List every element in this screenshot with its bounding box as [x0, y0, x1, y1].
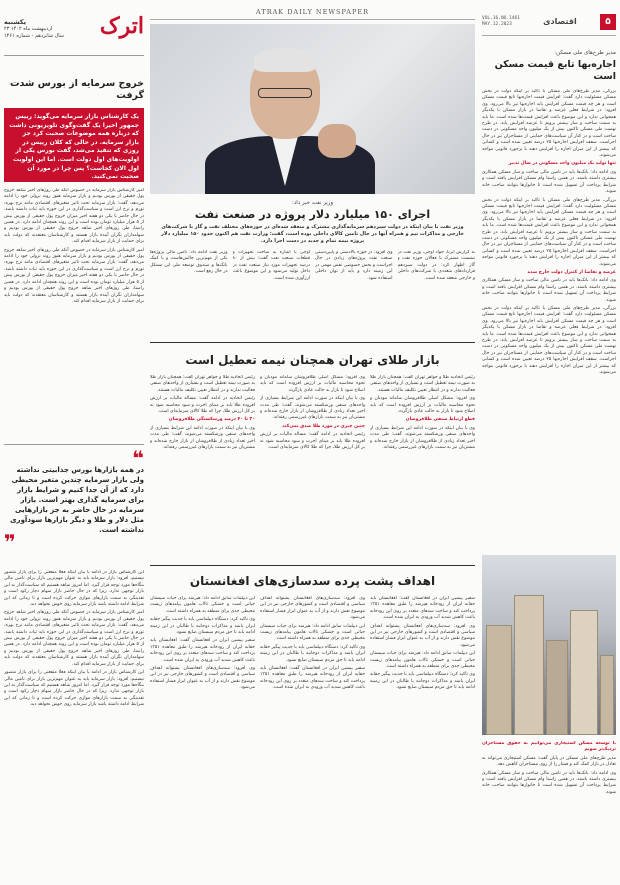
left-paragraph: امیر کارشناس بازار سرمایه در خصوص آنکه طی روزهای اخیر شاهد خروج پول حقیقی از بورس بودیم و بازار سرمایه هنوز روند نزولی خود را ادامه می‌دهد، گفت: بازار سرمایه تحت تاثیر متغیرهای اقتصادی مانند نرخ بهره، تورم و نرخ ارز است و سیاست‌گذاری در این حوزه باید ثبات داشته باشد. در حال حاضر با یکی دو هفته اخیر میزان خروج پول حقیقی از بورس بیش از ۵ هزار میلیارد تومان بوده است و این روند همچنان ادامه دارد. در همین راستا، طی روزهای اخیر شاهد خروج پول حقیقی از بورس بودیم و سهامداران نگران آینده بازار هستند و کارشناسان معتقدند که دولت باید برای حمایت از بازار سرمایه اقدام کند. — [4, 610, 144, 667]
right-column — [482, 8, 616, 880]
story-2-paragraph: وی با بیان اینکه در صورت ادامه این شرایط بسیاری از واحدهای صنفی ورشکسته می‌شوند، گفت: طی مدت اخیر تعداد زیادی از طلافروشان از بازار خارج شده‌اند و مشتریان نیز به سمت بازارهای غیررسمی رفته‌اند. — [260, 396, 365, 421]
story-1-col: اوجی با اشاره به ساخت تجهیزات و قطعات صنعت نفت گفت: بیش از ۸۰ درصد تجهیزات مورد نیاز صنعت نفت در داخل تولید می‌شود و این موضوع باعث ارزآوری شده است. — [232, 250, 310, 281]
story-2-col — [150, 375, 255, 561]
story-3-paragraph: این دیپلمات سابق ادامه داد: هیرمند برای حیات سیستان حیاتی است و خشکی تالاب هامون پیامدهای زیست محیطی جدی برای منطقه به همراه داشته است. — [370, 651, 475, 670]
story-2-paragraph: وی افزود: مشکل اصلی طلافروشان سامانه مودیان و نحوه محاسبه مالیات بر ارزش افزوده است که باید اصلاح شود تا بازار به حالت عادی بازگردد. — [260, 375, 365, 393]
story-3-paragraph: وی تاکید کرد: دستگاه دیپلماسی باید با جدیت پیگیر حقابه ایران باشد و مذاکرات دوجانبه با طالبان در این زمینه ادامه یابد تا حق مردم سیستان ضایع نشود. — [370, 672, 475, 691]
story-1-col: وزیر نفت ادامه داد: تامین مالی پروژه‌ها یکی از مهم‌ترین چالش‌هاست و با کمک بانک‌ها و صندوق توسعه ملی این مشکل در حال رفع است. — [150, 250, 228, 275]
left-column — [4, 8, 144, 880]
left-story-body — [4, 188, 144, 438]
right-story-body — [482, 89, 616, 549]
right-paragraph: وی ادامه داد: بانک‌ها باید در تامین مالی ساخت و ساز مسکن همکاری بیشتری داشته باشند. در همین راستا وام مسکن افزایش یافته است و شرایط پرداخت آن تسهیل شده است تا خانوارها بتوانند صاحب خانه شوند. — [482, 169, 616, 195]
page-folio — [482, 8, 616, 36]
right-kicker: مدیر طرح‌های ملی مسکن: — [554, 50, 616, 56]
story-2-col — [370, 375, 475, 561]
issue-info — [4, 19, 64, 40]
photo-glasses — [258, 88, 312, 98]
left-paragraph: این کارشناس بازار در ادامه با بیان اینکه فعلا منفعتی را برای بازار متصور نیستیم، افزود: بازار سرمایه باید به عنوان مهم‌ترین بازار برای تامین مالی بنگاه‌ها مورد توجه قرار گیرد. اما امروز شاهد هستیم که سیاست‌گذار به این بازار توجهی ندارد. زیرا که در حال حاضر بازار سهام دچار رکود است و نقدینگی به سمت بازارهای موازی حرکت کرده است و تا زمانی که این شرایط ادامه داشته باشد بازار سرمایه روی خوش نخواهد دید. — [4, 570, 144, 608]
left-paragraph: این کارشناس بازار در ادامه با بیان اینکه فعلا منفعتی را برای بازار متصور نیستیم، افزود: بازار سرمایه باید به عنوان مهم‌ترین بازار برای تامین مالی بنگاه‌ها مورد توجه قرار گیرد. اما امروز شاهد هستیم که سیاست‌گذار به این بازار توجهی ندارد. زیرا که در حال حاضر بازار سهام دچار رکود است و نقدینگی به سمت بازارهای موازی حرکت کرده است و تا زمانی که این شرایط ادامه داشته باشد بازار سرمایه روی خوش نخواهد دید. — [4, 670, 144, 708]
story-2-col — [260, 375, 365, 561]
section-divider — [150, 342, 475, 343]
photo-building — [514, 595, 544, 735]
story-2-subhead: چنین چیزی در مورد طلا صدق نمی‌کند — [282, 423, 365, 429]
story-3-columns — [150, 596, 475, 854]
story-1-col: به گزارش ایرنا، جواد اوجی، وزیر نفت در نشست مشترک با فعالان حوزه نفت و گاز اظهار کرد: در دولت سیزدهم قراردادهای متعددی با شرکت‌های داخلی و خارجی منعقد شده است. — [397, 250, 475, 281]
story-1-kicker: وزیر نفت خبر داد: — [291, 200, 334, 206]
right-paragraph: وی ادامه داد: بانک‌ها باید در تامین مالی ساخت و ساز مسکن همکاری بیشتری داشته باشند. در همین راستا وام مسکن افزایش یافته است و شرایط پرداخت آن تسهیل شده است تا خانوارها بتوانند صاحب خانه شوند. — [482, 278, 616, 303]
issue-date: ۲۳ اردیبهشت ماه ۱۴۰۲ — [4, 26, 53, 32]
right-subhead: با توسعه مسکن استیجاری می‌توانیم به حقوق مستاجران نزدیک‌تر شویم — [482, 741, 616, 753]
story-2-paragraph: وی افزود: مشکل اصلی طلافروشان سامانه مودیان و نحوه محاسبه مالیات بر ارزش افزوده است که باید اصلاح شود تا بازار به حالت عادی بازگردد. — [370, 396, 475, 415]
story-2-paragraph: وی با بیان اینکه در صورت ادامه این شرایط بسیاری از واحدهای صنفی ورشکسته می‌شوند، گفت: طی مدت اخیر تعداد زیادی از طلافروشان از بازار خارج شده‌اند و مشتریان نیز به سمت بازارهای غیررسمی رفته‌اند. — [150, 425, 255, 451]
story-2-paragraph: رئیس اتحادیه در ادامه گفت: مساله مالیات بر ارزش افزوده طلا باید بر مبنای اجرت و سود محاسبه شود نه بر کل ارزش طلا، چرا که طلا کالای سرمایه‌ای است. — [260, 432, 365, 451]
story-3-col — [150, 596, 255, 854]
right-subhead: عرضه و تقاضا از کنترل دولت خارج شده — [527, 269, 616, 275]
right-story-body-2 — [482, 741, 616, 881]
story-3-col — [370, 596, 475, 854]
minister-photo — [150, 24, 475, 194]
right-paragraph: مدیر طرح‌های ملی مسکن در پایان گفت: مسکن استیجاری می‌تواند به تعادل در بازار کمک کند و فشار را از روی مستاجران کاهش دهد. — [482, 755, 616, 768]
left-paragraph: امیر کارشناس بازار سرمایه در خصوص آنکه طی روزهای اخیر شاهد خروج پول حقیقی از بورس بودیم و بازار سرمایه هنوز روند نزولی خود را ادامه می‌دهد، گفت: بازار سرمایه تحت تاثیر متغیرهای اقتصادی مانند نرخ بهره، تورم و نرخ ارز است و سیاست‌گذاری در این حوزه باید ثبات داشته باشد. در حال حاضر با یکی دو هفته اخیر میزان خروج پول حقیقی از بورس بیش از ۵ هزار میلیارد تومان بوده است و این روند همچنان ادامه دارد. در همین راستا، طی روزهای اخیر شاهد خروج پول حقیقی از بورس بودیم و سهامداران نگران آینده بازار هستند و کارشناسان معتقدند که دولت باید برای حمایت از بازار سرمایه اقدام کند. — [4, 247, 144, 304]
newspaper-logo — [70, 11, 144, 49]
story-3-paragraph: این دیپلمات سابق ادامه داد: هیرمند برای حیات سیستان حیاتی است و خشکی تالاب هامون پیامدهای زیست محیطی جدی برای منطقه به همراه داشته است. — [150, 596, 255, 614]
center-column — [150, 8, 475, 880]
quote-open-icon: ❝ — [132, 446, 144, 470]
story-2-paragraph: رئیس اتحادیه در ادامه گفت: مساله مالیات بر ارزش افزوده طلا باید بر مبنای اجرت و سود محاسبه شود نه بر کل ارزش طلا، چرا که طلا کالای سرمایه‌ای است. — [150, 396, 255, 415]
story-2-paragraph: وی با بیان اینکه در صورت ادامه این شرایط بسیاری از واحدهای صنفی ورشکسته می‌شوند، گفت: طی مدت اخیر تعداد زیادی از طلافروشان از بازار خارج شده‌اند و مشتریان نیز به سمت بازارهای غیررسمی رفته‌اند. — [370, 425, 475, 451]
story-2-subhead: قطع ارتباط صنفی طلافروشان — [405, 417, 475, 423]
story-3-paragraph: سفیر پیشین ایران در افغانستان گفت: افغانستان باید حقابه ایران از رودخانه هیرمند را طبق معاهده ۱۳۵۱ پرداخت کند و ساخت سدهای متعدد بر روی این رودخانه باعث کاهش شدید آب ورودی به ایران شده است. — [150, 638, 255, 663]
buildings-photo — [482, 555, 616, 735]
logo-text: اترک — [99, 12, 144, 39]
photo-hair — [254, 48, 316, 72]
left-headline: خروج سرمایه از بورس شدت گرفت — [10, 78, 144, 101]
left-lead-box: یک کارشناس بازار سرمایه می‌گوید: رییس جمهور اخیرا یک گفت‌وگوی تلویزیونی داشت که درباره همه موضوعات صحبت کرد جز بازار سرمایه. در حالی که کلان رییس در روزی که تنفیذ می‌شد، گفت بورس یکی از اولویت‌های اول دولت است. اما این اولویت اول الان کجاست؟ پس چرا در مورد آن صحبت نمی‌کنید. — [4, 108, 144, 182]
story-2-columns — [150, 375, 475, 561]
story-2-paragraph: رئیس اتحادیه طلا و جواهر تهران گفت: همچنان بازار طلا به صورت نیمه تعطیل است و بسیاری از واحدهای صنفی فعالیت ندارند و در انتظار تعیین تکلیف مالیات هستند. — [370, 375, 475, 393]
pull-quote — [4, 444, 144, 564]
date-english: MAY.12.2023 — [482, 21, 512, 27]
quote-close-icon: ❞ — [4, 530, 16, 554]
story-1-deck: وزیر نفت با بیان اینکه در دولت سیزدهم سرمایه‌گذاری مشترک و منعقد شده‌ای در حوزه‌های مختلف نفت و گاز با شرکت‌های خارجی و مذاکرات تیم و همراه آنها در حال تامین کالای داخلی بوده است، گفت: وزارت نفت هم اکنون حدود ۱۵۰ میلیارد دلار پروژه نیمه تمام و جدید در دست اجرا دارد. — [161, 224, 464, 244]
issue-number: سال شانزدهم - شماره ۱۴۶۱ — [4, 33, 64, 39]
story-2-subhead: ۳۰ تا ۴۰ درصد ورشکستگی طلافروشان — [168, 417, 255, 423]
story-3-paragraph: وی تاکید کرد: دستگاه دیپلماسی باید با جدیت پیگیر حقابه ایران باشد و مذاکرات دوجانبه با طالبان در این زمینه ادامه یابد تا حق مردم سیستان ضایع نشود. — [150, 617, 255, 636]
story-3-col — [260, 596, 365, 854]
volume-number: VOL.16,NO.1461 — [482, 15, 520, 21]
story-3-paragraph: وی افزود: سدسازی‌های افغانستان پشتوانه اهداف سیاسی و اقتصادی است و کشورهای خارجی نیز در این موضوع نقش دارند و از آب به عنوان ابزار فشار استفاده می‌شود. — [260, 596, 365, 621]
story-3-paragraph: سفیر پیشین ایران در افغانستان گفت: افغانستان باید حقابه ایران از رودخانه هیرمند را طبق معاهده ۱۳۵۱ پرداخت کند و ساخت سدهای متعدد بر روی این رودخانه باعث کاهش شدید آب ورودی به ایران شده است. — [260, 666, 365, 691]
photo-building — [570, 610, 598, 735]
story-3-paragraph: وی افزود: سدسازی‌های افغانستان پشتوانه اهداف سیاسی و اقتصادی است و کشورهای خارجی نیز در این موضوع نقش دارند و از آب به عنوان ابزار فشار استفاده می‌شود. — [370, 623, 475, 648]
left-paragraph: امیر کارشناس بازار سرمایه در خصوص آنکه طی روزهای اخیر شاهد خروج پول حقیقی از بورس بودیم و بازار سرمایه هنوز روند نزولی خود را ادامه می‌دهد، گفت: بازار سرمایه تحت تاثیر متغیرهای اقتصادی مانند نرخ بهره، تورم و نرخ ارز است و سیاست‌گذاری در این حوزه باید ثبات داشته باشد. در حال حاضر با یکی دو هفته اخیر میزان خروج پول حقیقی از بورس بیش از ۵ هزار میلیارد تومان بوده است و این روند همچنان ادامه دارد. در همین راستا، طی روزهای اخیر شاهد خروج پول حقیقی از بورس بودیم و سهامداران نگران آینده بازار هستند و کارشناسان معتقدند که دولت باید برای حمایت از بازار سرمایه اقدام کند. — [4, 188, 144, 245]
story-3-paragraph: سفیر پیشین ایران در افغانستان گفت: افغانستان باید حقابه ایران از رودخانه هیرمند را طبق معاهده ۱۳۵۱ پرداخت کند و ساخت سدهای متعدد بر روی این رودخانه باعث کاهش شدید آب ورودی به ایران شده است. — [370, 596, 475, 621]
volume-info — [482, 16, 520, 28]
story-1-columns — [150, 250, 475, 338]
story-1-headline: اجرای ۱۵۰ میلیارد دلار پروژه در صنعت نفت — [194, 208, 431, 221]
paper-name: ATRAK DAILY NEWSPAPER — [150, 8, 475, 20]
story-2-headline: بازار طلای تهران همچنان نیمه تعطیل است — [185, 353, 440, 367]
right-paragraph: بزرگی، مدیر طرح‌های ملی مسکن با تاکید بر اینکه دولت در بخش مسکن مسئولیت دارد گفت: افزایش قیمت اجاره‌بها تابع قیمت مسکن است و هر چه قیمت مسکن افزایش یابد اجاره‌بها نیز بالا می‌رود. وی افزود: در شرایط فعلی عرضه و تقاضا در بازار مسکن با یکدیگر همخوانی ندارد و این موضوع باعث افزایش قیمت‌ها شده است. ما باید به سمت ساخت و ساز بیشتر برویم تا عرضه افزایش یابد. در طرح نهضت ملی مسکن تاکنون بیش از یک میلیون واحد مسکونی در دست ساخت است و در کنار آن سیاست‌های حمایتی از مستاجران نیز در حال اجراست. سقف افزایش اجاره‌بها ۲۵ درصد تعیین شده است و کسانی که بیشتر از این میزان اجاره را افزایش دهند با برخورد قانونی مواجه می‌شوند. — [482, 306, 616, 376]
right-paragraph: بزرگی، مدیر طرح‌های ملی مسکن با تاکید بر اینکه دولت در بخش مسکن مسئولیت دارد گفت: افزایش قیمت اجاره‌بها تابع قیمت مسکن است و هر چه قیمت مسکن افزایش یابد اجاره‌بها نیز بالا می‌رود. وی افزود: در شرایط فعلی عرضه و تقاضا در بازار مسکن با یکدیگر همخوانی ندارد و این موضوع باعث افزایش قیمت‌ها شده است. ما باید به سمت ساخت و ساز بیشتر برویم تا عرضه افزایش یابد. در طرح نهضت ملی مسکن تاکنون بیش از یک میلیون واحد مسکونی در دست ساخت است و در کنار آن سیاست‌های حمایتی از مستاجران نیز در حال اجراست. سقف افزایش اجاره‌بها ۲۵ درصد تعیین شده است و کسانی که بیشتر از این میزان اجاره را افزایش دهند با برخورد قانونی مواجه می‌شوند. — [482, 89, 616, 159]
masthead-brand — [4, 8, 144, 56]
pull-quote-text: در همه بازارها بورس جذابیتی نداشته ولی بازار سرمایه چندین متغیر محیطی دارد که از آن جدا کنیم و شرایط بازار برای سرمایه گذاری بهتر است. بازار سرمایه در حال حاضر به جز بازارهایی مثل دلار و طلا و دیگر بازارها سودآوری نداشته است. — [10, 466, 144, 534]
photo-building — [486, 625, 512, 735]
right-subhead: تنها تولید یک میلیون واحد مسکونی در سال تدبیر — [508, 161, 616, 167]
story-3-paragraph: این دیپلمات سابق ادامه داد: هیرمند برای حیات سیستان حیاتی است و خشکی تالاب هامون پیامدهای زیست محیطی جدی برای منطقه به همراه داشته است. — [260, 623, 365, 642]
right-paragraph: وی ادامه داد: بانک‌ها باید در تامین مالی ساخت و ساز مسکن همکاری بیشتری داشته باشند. در همین راستا وام مسکن افزایش یافته است و شرایط پرداخت آن تسهیل شده است تا خانوارها بتوانند صاحب خانه شوند. — [482, 770, 616, 795]
issue-day: یکشنبه — [4, 18, 27, 26]
story-1-col: وی افزود: در حوزه بالادستی و پایین‌دستی صنعت نفت پروژه‌های زیادی در حال اجراست و بخش خصوصی نقش مهمی در این زمینه دارد و باید از توان داخلی استفاده شود. — [315, 250, 393, 281]
section-divider — [150, 565, 475, 566]
story-3-paragraph: وی افزود: سدسازی‌های افغانستان پشتوانه اهداف سیاسی و اقتصادی است و کشورهای خارجی نیز در این موضوع نقش دارند و از آب به عنوان ابزار فشار استفاده می‌شود. — [150, 666, 255, 691]
right-paragraph: بزرگی، مدیر طرح‌های ملی مسکن با تاکید بر اینکه دولت در بخش مسکن مسئولیت دارد گفت: افزایش قیمت اجاره‌بها تابع قیمت مسکن است و هر چه قیمت مسکن افزایش یابد اجاره‌بها نیز بالا می‌رود. وی افزود: در شرایط فعلی عرضه و تقاضا در بازار مسکن با یکدیگر همخوانی ندارد و این موضوع باعث افزایش قیمت‌ها شده است. ما باید به سمت ساخت و ساز بیشتر برویم تا عرضه افزایش یابد. در طرح نهضت ملی مسکن تاکنون بیش از یک میلیون واحد مسکونی در دست ساخت است و در کنار آن سیاست‌های حمایتی از مستاجران نیز در حال اجراست. سقف افزایش اجاره‌بها ۲۵ درصد تعیین شده است و کسانی که بیشتر از این میزان اجاره را افزایش دهند با برخورد قانونی مواجه می‌شوند. — [482, 197, 616, 267]
right-headline: اجاره‌بها تابع قیمت مسکن است — [494, 59, 616, 82]
page-number: ۵ — [600, 14, 616, 30]
left-story-body-2 — [4, 570, 144, 870]
story-3-paragraph: وی تاکید کرد: دستگاه دیپلماسی باید با جدیت پیگیر حقابه ایران باشد و مذاکرات دوجانبه با طالبان در این زمینه ادامه یابد تا حق مردم سیستان ضایع نشود. — [260, 644, 365, 663]
photo-hand — [318, 124, 356, 158]
story-3-headline: اهداف پشت پرده سدسازی‌های افغانستان — [189, 574, 436, 588]
photo-building — [600, 655, 614, 735]
photo-building — [546, 640, 568, 735]
section-name: اقتصادی — [543, 17, 577, 26]
story-2-paragraph: رئیس اتحادیه طلا و جواهر تهران گفت: همچنان بازار طلا به صورت نیمه تعطیل است و بسیاری از واحدهای صنفی فعالیت ندارند و در انتظار تعیین تکلیف مالیات هستند. — [150, 375, 255, 393]
